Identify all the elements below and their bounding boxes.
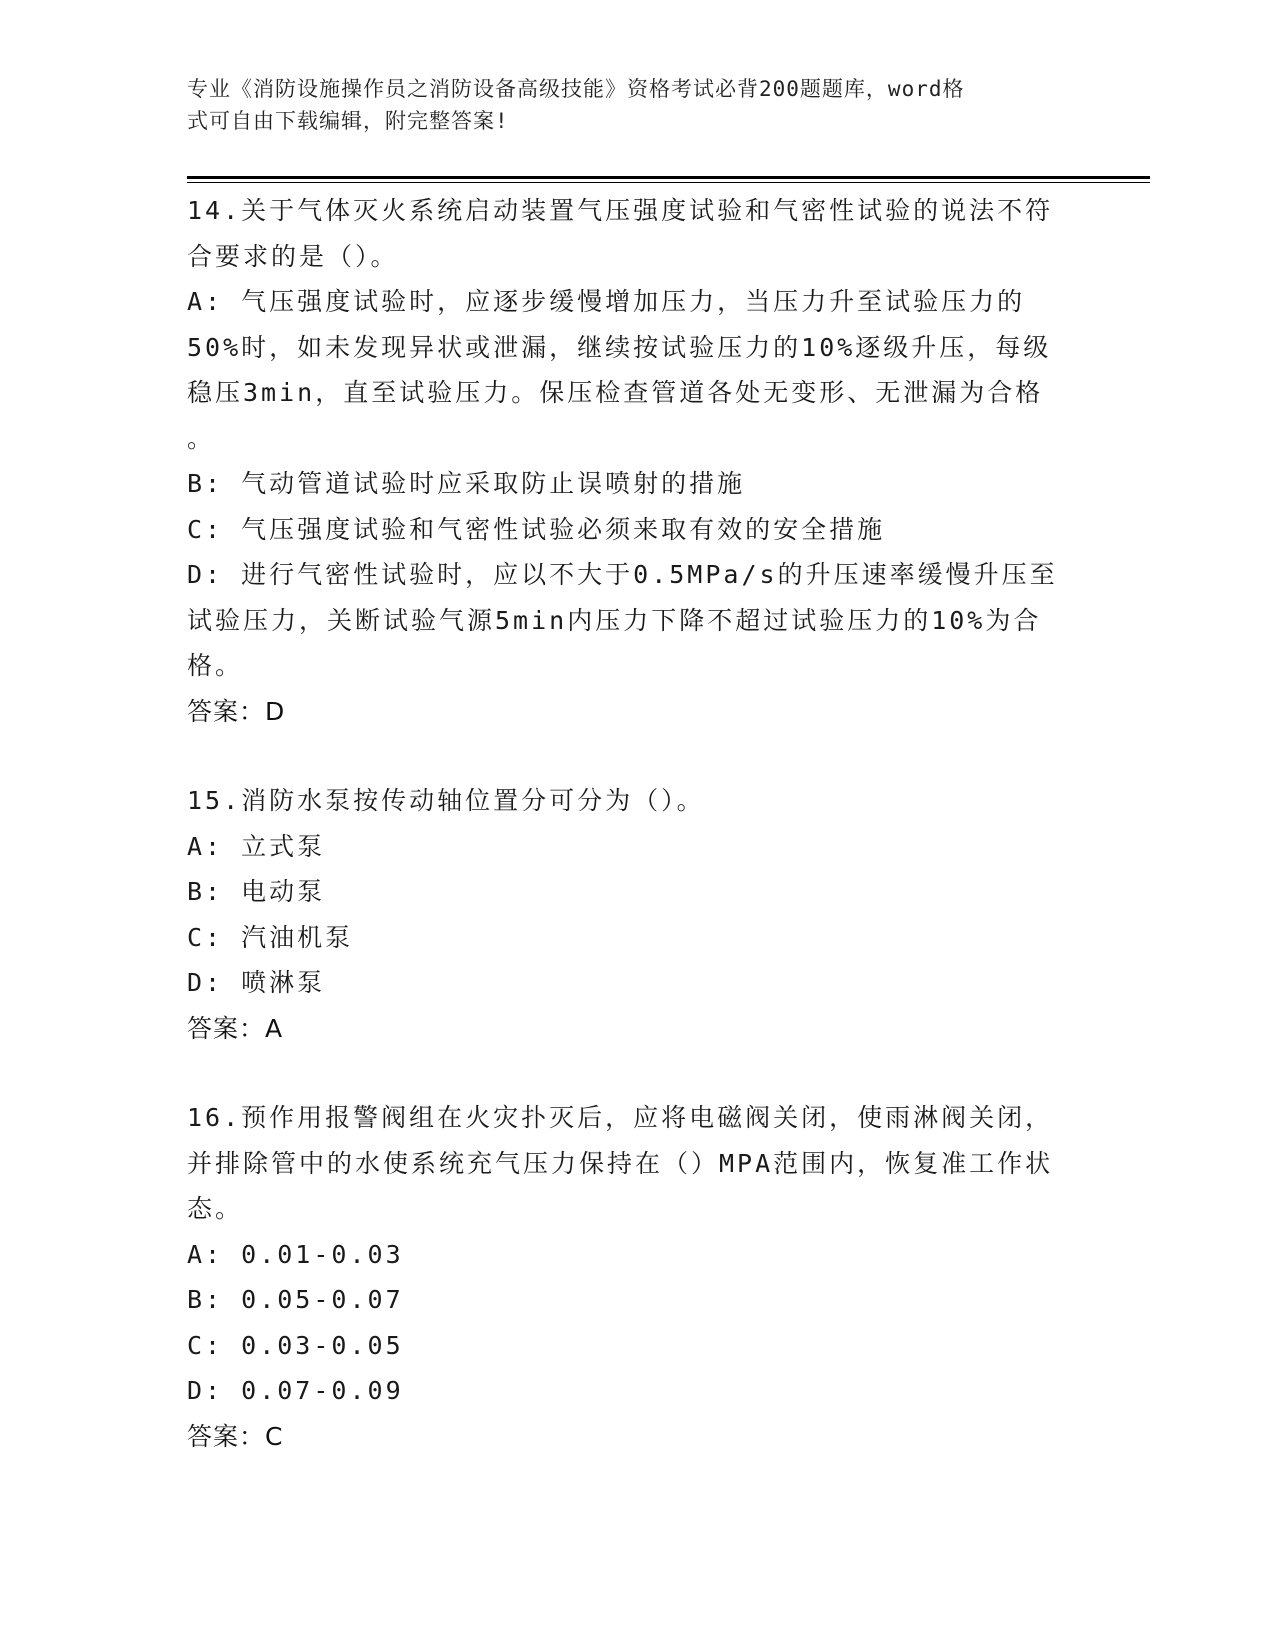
header-line-1: 专业《消防设施操作员之消防设备高级技能》资格考试必背200题题库，word格 xyxy=(187,77,965,101)
option-d: D: 喷淋泵 xyxy=(187,968,326,997)
question-15 xyxy=(187,778,1087,1051)
option-d-cont: 试验压力，关断试验气源5min内压力下降不超过试验压力的10%为合 xyxy=(187,605,1042,635)
option-a: A: 0.01-0.03 xyxy=(187,1239,404,1269)
question-stem-line: 15.消防水泵按传动轴位置分可分为（）。 xyxy=(187,786,705,815)
header-divider-thick xyxy=(187,176,1150,179)
option-a-cont: 50%时，如未发现异状或泄漏，继续按试验压力的10%逐级升压，每级 xyxy=(187,332,1052,362)
option-d: D: 0.07-0.09 xyxy=(187,1376,404,1405)
option-a: A: 气压强度试验时，应逐步缓慢增加压力，当压力升至试验压力的 xyxy=(187,287,1026,316)
question-16 xyxy=(187,1095,1087,1459)
option-a-cont: 。 xyxy=(187,423,216,453)
document-header xyxy=(187,73,1067,137)
question-stem-line: 合要求的是（）。 xyxy=(187,241,399,271)
option-b: B: 0.05-0.07 xyxy=(187,1285,404,1314)
option-d: D: 进行气密性试验时，应以不大于0.5MPa/s的升压速率缓慢升压至 xyxy=(187,560,1058,589)
option-b: B: 气动管道试验时应采取防止误喷射的措施 xyxy=(187,469,746,498)
header-line-2: 式可自由下载编辑，附完整答案! xyxy=(187,109,509,133)
question-stem-line: 16.预作用报警阀组在火灾扑灭后，应将电磁阀关闭，使雨淋阀关闭， xyxy=(187,1103,1054,1132)
option-a-cont: 稳压3min，直至试验压力。保压检查管道各处无变形、无泄漏为合格 xyxy=(187,378,1044,407)
question-stem-line: 14.关于气体灭火系统启动装置气压强度试验和气密性试验的说法不符 xyxy=(187,196,1054,225)
option-d-cont: 格。 xyxy=(187,651,244,680)
option-c: C: 气压强度试验和气密性试验必须来取有效的安全措施 xyxy=(187,514,886,544)
option-c: C: 汽油机泵 xyxy=(187,922,354,952)
option-c: C: 0.03-0.05 xyxy=(187,1330,404,1360)
question-list xyxy=(187,188,1087,1503)
option-b: B: 电动泵 xyxy=(187,877,326,906)
answer-label: 答案：D xyxy=(187,696,286,726)
question-14 xyxy=(187,188,1087,734)
question-stem-line: 并排除管中的水使系统充气压力保持在（）MPA范围内，恢复准工作状 xyxy=(187,1148,1054,1178)
question-stem-line: 态。 xyxy=(187,1194,244,1223)
answer-label: 答案：C xyxy=(187,1421,284,1451)
header-divider-thin xyxy=(187,182,1150,183)
option-a: A: 立式泵 xyxy=(187,831,326,861)
answer-label: 答案：A xyxy=(187,1013,284,1043)
